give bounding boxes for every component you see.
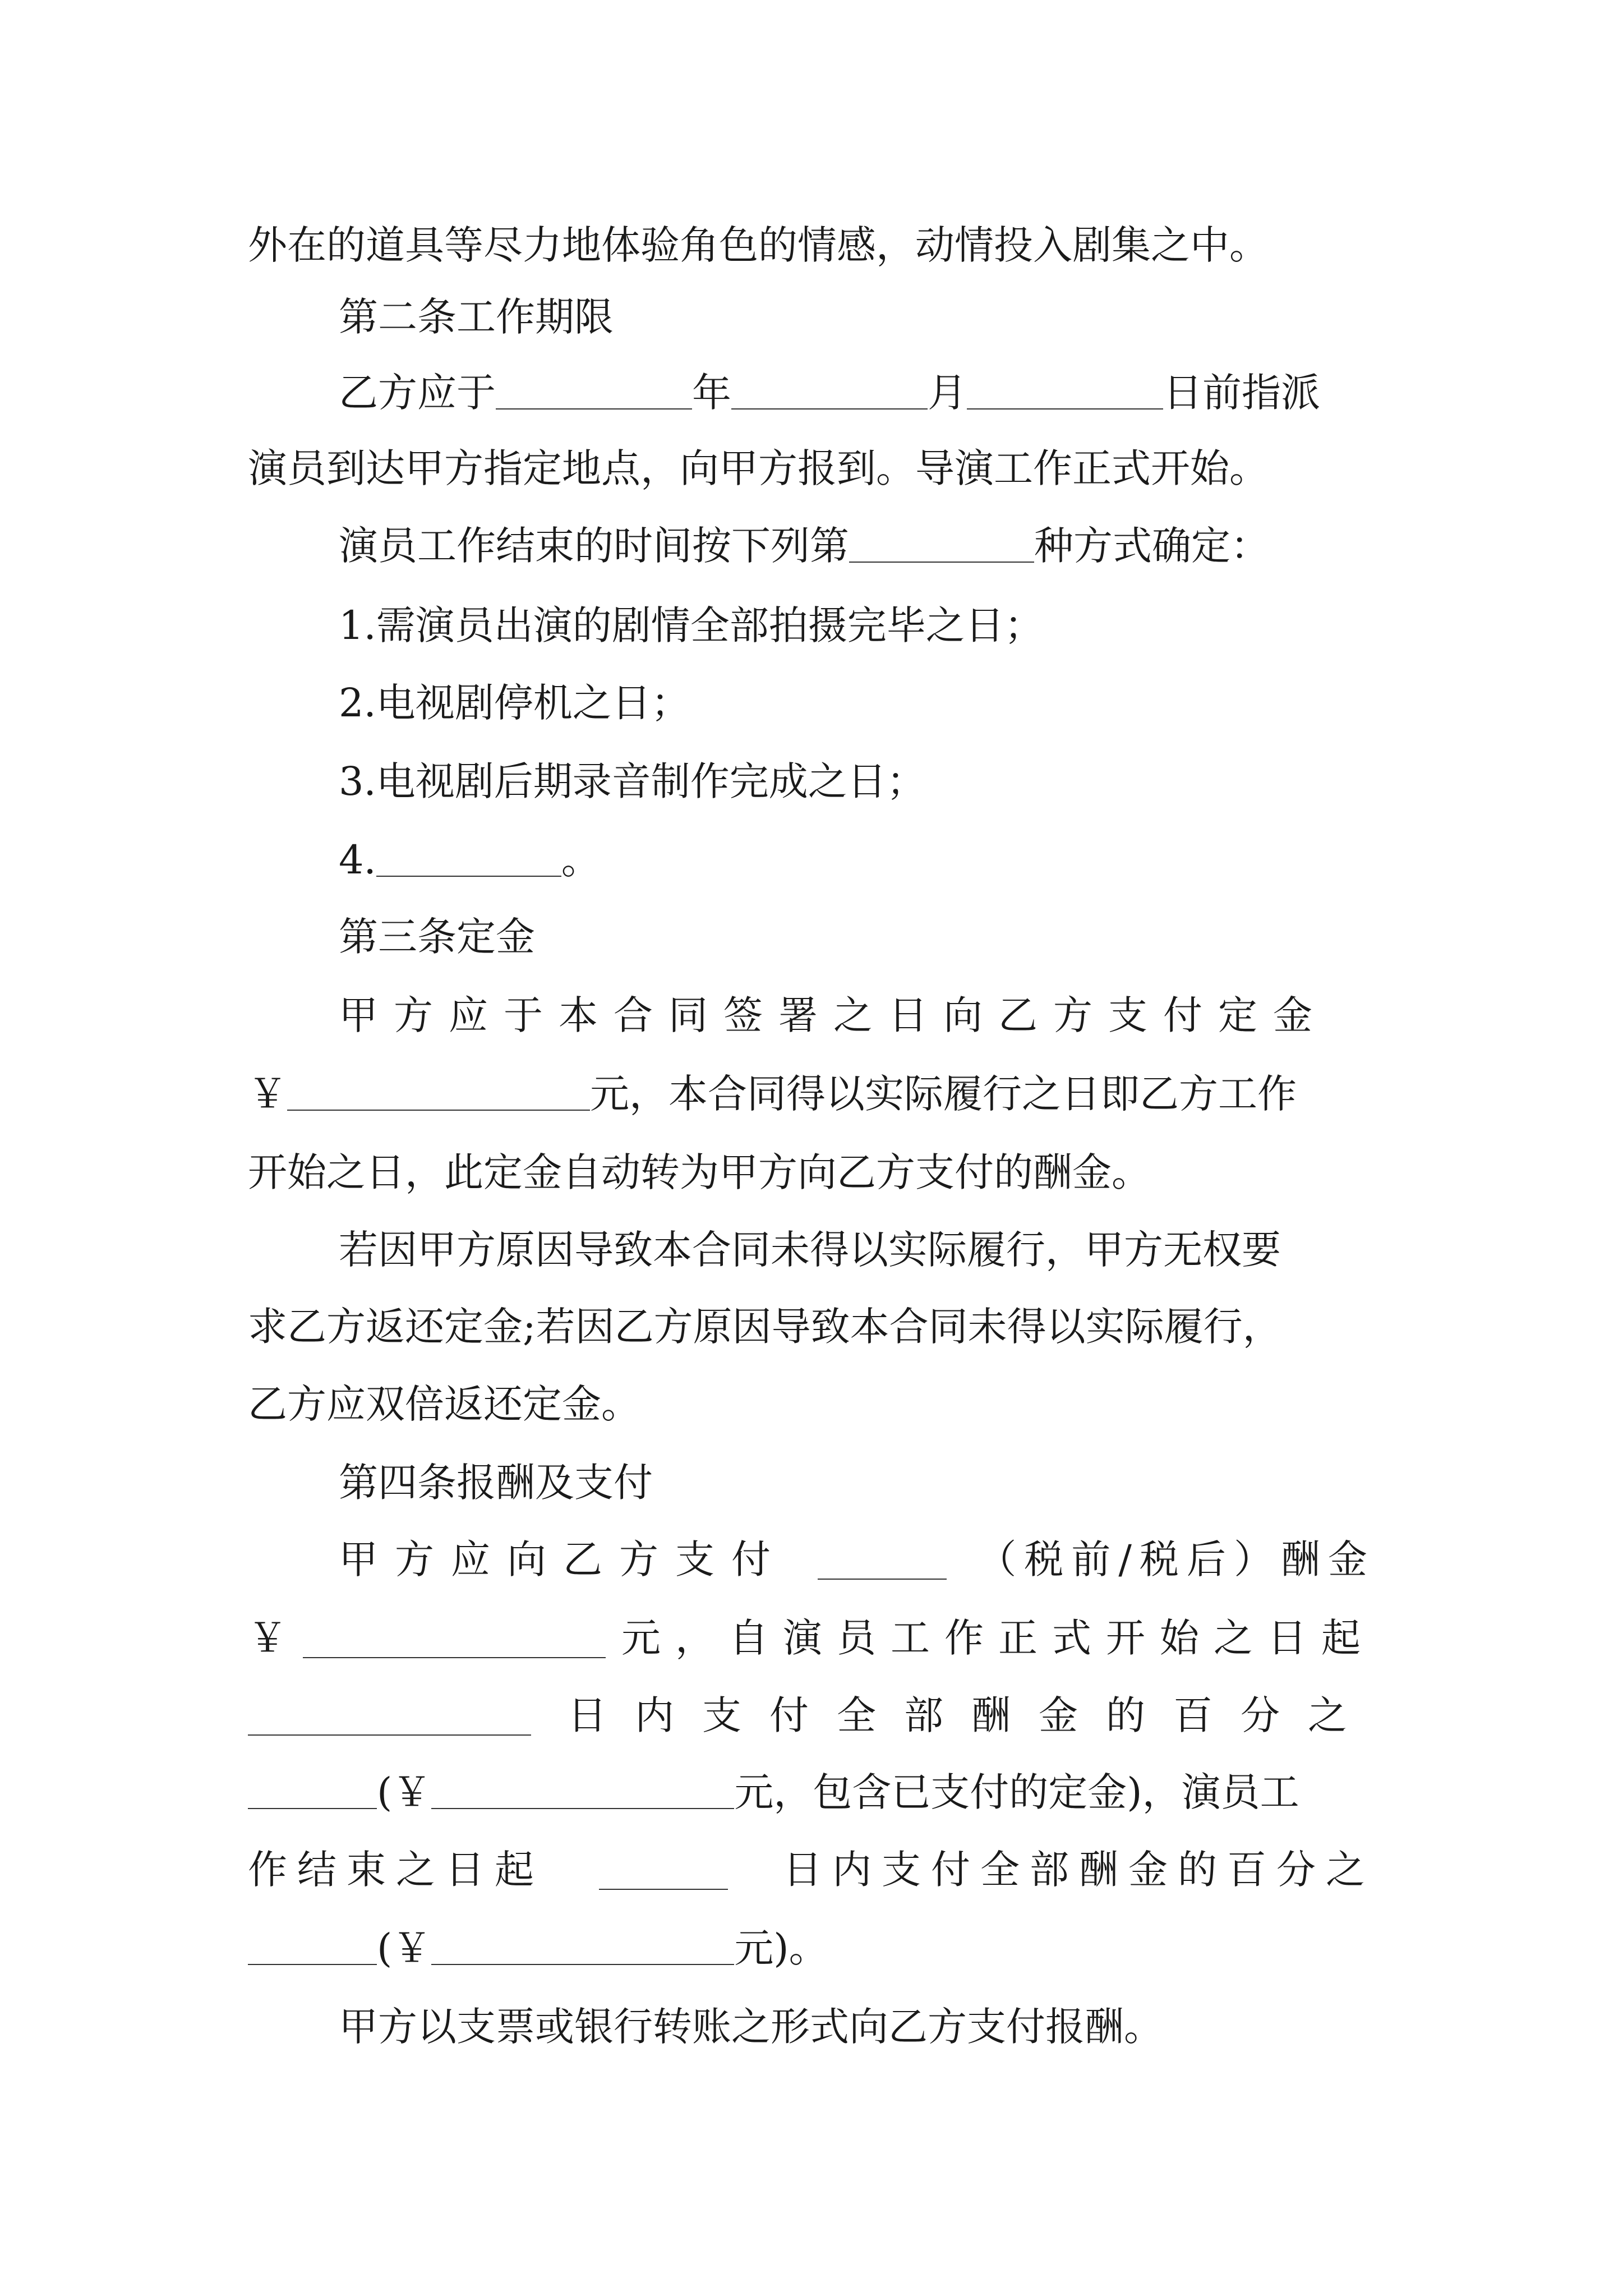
text-segment: 种方式确定：: [1034, 523, 1270, 569]
text-segment: 元，本合同得以实际履行之日即乙方工作: [590, 1071, 1297, 1117]
text-segment: 。: [561, 837, 601, 883]
text-segment: (￥: [377, 1925, 432, 1971]
text-segment: 作结束之日起: [248, 1847, 544, 1893]
fee-amount-blank: [303, 1618, 606, 1658]
list-item: 3.电视剧后期录音制作完成之日；: [339, 758, 926, 804]
year-blank: [496, 369, 692, 409]
month-blank: [731, 369, 928, 409]
text-line: [339, 515, 1375, 577]
final-payment-amount-blank: [431, 1925, 734, 1965]
text-line: [248, 1685, 1375, 1746]
text-line: 开始之日，此定金自动转为甲方向乙方支付的酬金。: [248, 1149, 1151, 1195]
text-segment: ￥: [248, 1071, 287, 1117]
day-blank: [967, 369, 1163, 409]
text-line: [248, 1607, 1375, 1669]
method-blank: [849, 522, 1034, 563]
text-line: [248, 1839, 1375, 1901]
first-payment-amount-blank: [431, 1769, 734, 1809]
text-line: 甲方以支票或银行转账之形式向乙方支付报酬。: [339, 2004, 1163, 2050]
text-segment: 月: [928, 370, 967, 416]
list-item: 2.电视剧停机之日；: [339, 680, 690, 726]
article-3-heading: 第三条定金: [339, 914, 535, 960]
text-segment: 甲方应向乙方支付: [339, 1536, 787, 1582]
text-segment: 年: [692, 370, 731, 416]
text-segment: ￥: [248, 1615, 287, 1661]
final-payment-days-blank: [599, 1849, 728, 1890]
text-line: 外在的道具等尽力地体验角色的情感，动情投入剧集之中。: [248, 222, 1269, 268]
deposit-amount-blank: [287, 1070, 590, 1111]
text-segment: 乙方应于: [339, 370, 496, 416]
text-segment: 日内支付全部酬金的百分之: [783, 1847, 1375, 1893]
text-segment: 元，包含已支付的定金)，演员工: [734, 1769, 1299, 1815]
text-line: 乙方应双倍返还定金。: [248, 1381, 640, 1427]
text-segment: 甲方应于本合同签署之日向乙方支付定金: [339, 992, 1328, 1038]
text-segment: 元，自演员工作正式开始之日起: [621, 1615, 1375, 1661]
other-method-blank: [376, 836, 561, 877]
tax-option-blank: [818, 1539, 947, 1580]
text-line: [248, 1761, 1375, 1823]
first-payment-days-blank: [248, 1695, 531, 1736]
text-line: [339, 984, 1375, 1046]
text-segment: 元)。: [734, 1925, 828, 1971]
text-segment: 演员工作结束的时间按下列第: [339, 523, 849, 569]
text-line: 若因甲方原因导致本合同未得以实际履行，甲方无权要: [339, 1227, 1281, 1273]
final-percent-blank: [248, 1925, 377, 1965]
text-segment: 4.: [339, 837, 376, 883]
list-item: 1.需演员出演的剧情全部拍摄完毕之日；: [339, 602, 1044, 648]
first-percent-blank: [248, 1769, 377, 1809]
list-item: [339, 829, 1375, 891]
article-4-heading: 第四条报酬及支付: [339, 1460, 653, 1506]
text-segment: 日内支付全部酬金的百分之: [568, 1692, 1375, 1738]
text-segment: (￥: [377, 1769, 432, 1815]
text-line: 演员到达甲方指定地点，向甲方报到。导演工作正式开始。: [248, 445, 1269, 491]
text-line: 求乙方返还定金;若因乙方原因导致本合同未得以实际履行，: [248, 1304, 1282, 1350]
text-line: [248, 1063, 1375, 1125]
text-line: [339, 362, 1375, 424]
text-segment: （税前/税后）酬金: [977, 1536, 1375, 1582]
text-line: [248, 1917, 1375, 1979]
article-2-heading: 第二条工作期限: [339, 294, 614, 340]
text-segment: 日前指派: [1163, 370, 1320, 416]
text-line: [339, 1529, 1375, 1590]
